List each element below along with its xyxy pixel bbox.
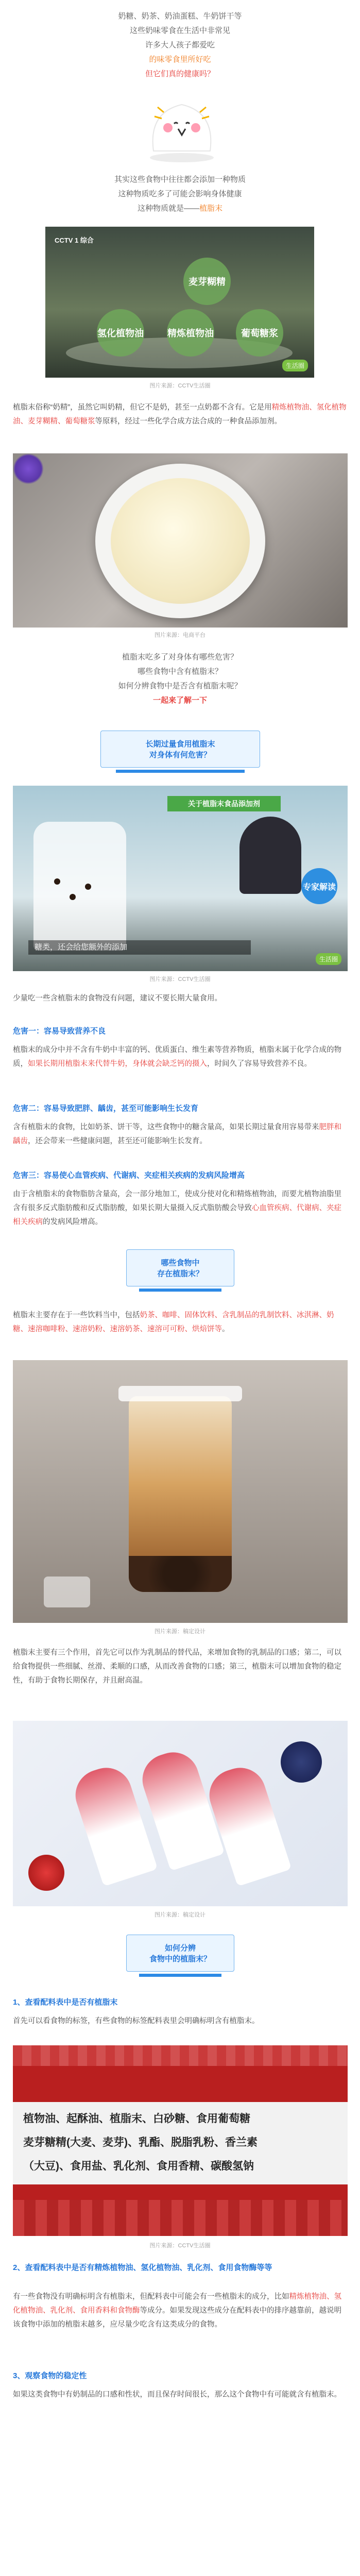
question-line: 植脂末吃多了对身体有哪些危害？ (122, 653, 238, 662)
intro-line: 奶糖、奶茶、奶油蛋糕、牛奶饼干等 (118, 12, 242, 21)
bubble-tea-photo[interactable] (13, 1360, 348, 1623)
bubble-label: 氢化植物油 (97, 309, 144, 357)
paragraph (13, 1309, 348, 1336)
tapioca-pearls (129, 1556, 232, 1592)
bubble-label: 葡萄糖浆 (236, 309, 283, 357)
para-text: ，还会带来一些健康问题，甚至还可能影响生长发育。 (28, 1137, 207, 1145)
label-line: 麦芽糖精(大麦、麦芽)、乳酯、脱脂乳粉、香兰素 (23, 2137, 258, 2148)
bubble-label: 麦芽糊精 (183, 258, 231, 305)
blueberries (281, 1741, 322, 1783)
paragraph: 植脂末主要有三个作用，首先它可以作为乳制品的替代品，来增加食物的乳制品的口感；第二，可以给食物提供一些细腻、丝滑、柔顺的口感，从而改善食物的口感；第三，植脂末可以增加食物的稳定性，有助于食物长期保存，并且耐高温。 (13, 1649, 341, 1685)
section-frame (100, 731, 260, 774)
section-frame (126, 1249, 234, 1293)
blurred-footer (13, 2200, 348, 2236)
paragraph (13, 2290, 348, 2332)
tapioca-pearl (85, 884, 91, 890)
video-subtitle: 糖类，还会给您额外的添加 (28, 940, 251, 955)
mascot-illustration (143, 92, 220, 164)
paragraph (13, 1043, 348, 1071)
blurred-header (13, 2045, 348, 2066)
frame-title: 长期过量食用植脂末 (145, 740, 215, 749)
intro-question: 但它们真的健康吗？ (145, 70, 215, 78)
popsicle-photo[interactable] (13, 1721, 348, 1906)
video-banner: 关于植脂末食品添加剂 (167, 796, 281, 811)
bubble-label: 精炼植物油 (167, 309, 214, 357)
paragraph: 少量吃一些含植脂末的食物没有问题，建议不要长期大量食用。 (13, 994, 222, 1003)
para-text: 。 (222, 1325, 230, 1333)
corner-logo: 生活圈 (316, 953, 341, 965)
video-still-1[interactable] (45, 227, 314, 378)
lead-block (0, 173, 360, 216)
tea-cup (33, 822, 126, 951)
question-line: 哪些食物中含有植脂末？ (137, 667, 222, 676)
para-highlight: 心血管疾病、代谢病、夹症相关疾病 (13, 1204, 341, 1226)
video-still-2[interactable] (13, 786, 348, 971)
question-line: 如何分辨食物中是否含有植脂末呢？ (118, 682, 242, 690)
para-text: 植脂末的成分中并不含有牛奶中丰富的钙、优质蛋白、维生素等营养物质，植脂末属于化学合成的物质， (13, 1046, 341, 1068)
image-caption: 图片来源：稿定设计 (155, 1912, 205, 1918)
paragraph (13, 1121, 348, 1148)
para-highlight: 奶茶、咖啡、固体饮料、含乳制品的乳制饮料、冰淇淋、奶糖、速溶咖啡粉、速溶奶粉、速溶奶茶、速溶可可粉、烘焙饼等 (13, 1311, 334, 1333)
danger-heading: 危害二：容易导致肥胖、龋齿，甚至可能影响生长发育 (13, 1104, 199, 1113)
para-highlight: 精炼植物油、氢化植物油、麦芽糊精、葡萄糖浆 (13, 403, 347, 426)
para-text: 植脂末主要存在于一些饮料当中，包括 (13, 1311, 140, 1319)
tapioca-pearl (54, 878, 60, 885)
frame-title: 哪些食物中 (161, 1259, 200, 1267)
frame-box (126, 1935, 234, 1972)
frame-title: 食物中的植脂末？ (149, 1955, 211, 1963)
tip-heading: 2、查看配料表中是否有精炼植物油、氢化植物油、乳化剂、食用食物酶等等 (13, 2263, 272, 2272)
para-text: 的发病风险增高。 (43, 1218, 102, 1226)
label-line: （大豆)、食用盐、乳化剂、食用香精、碳酸氢钠 (23, 2160, 254, 2172)
danger-heading: 危害三：容易使心血管疾病、代谢病、夹症相关疾病的发病风险增高 (13, 1171, 245, 1180)
channel-logo: CCTV 1 综合 (55, 236, 94, 244)
para-text: 等成分。如果发现这些成分在配料表中的排序越靠前，越说明该食物中添加的植脂末越多，应尽量少吃含有这类成分的食物。 (13, 2307, 341, 2329)
lead-highlight: 植脂末 (199, 204, 223, 213)
intro-line: 这些奶味零食在生活中非常见 (129, 26, 230, 35)
tapioca-pearl (70, 894, 76, 900)
image-caption: 图片来源：电商平台 (155, 632, 205, 638)
para-text: 由于含植脂末的食物脂肪含量高，会一部分地加工，使成分使对化和精炼植物油，而要尤植物油脂里含有很多反式脂肪酸和反式脂肪酸，如果长期大量摄入反式脂肪酸会导致 (13, 1190, 341, 1212)
paragraph (13, 401, 348, 429)
para-highlight: 肥胖和龋齿 (13, 1123, 341, 1145)
label-text (23, 2107, 342, 2178)
frame-bar (116, 770, 245, 773)
expert-portrait (239, 817, 301, 894)
frame-box (100, 731, 260, 768)
paragraph: 如果这类食物中有奶制品的口感和性状，而且保存时间很长，那么这个食物中有可能就含有植脂末。 (13, 2391, 341, 2399)
frame-title: 对身体有何危害？ (149, 751, 211, 759)
tip-heading: 1、查看配料表中是否有植脂末 (13, 1998, 118, 2007)
image-caption: 图片来源：CCTV生活圈 (149, 383, 211, 389)
para-highlight: 如果长期用植脂末来代替牛奶，身体就会缺乏钙的摄入 (28, 1060, 207, 1068)
product-photo[interactable] (13, 453, 348, 628)
lead-line (0, 201, 360, 216)
lead-line: 其实这些食物中往往都会添加一种物质 (114, 175, 246, 184)
paragraph (13, 1188, 348, 1229)
cta-text: 一起来了解一下 (152, 696, 207, 705)
paragraph: 首先可以看食物的标签，有些食物的标签配料表里会明确标明含有植脂末。 (13, 2017, 260, 2025)
frame-bar (139, 1289, 221, 1292)
strawberry (28, 1855, 64, 1891)
para-text: 等原料，经过一些化学合成方法合成的一种食品添加剂。 (95, 417, 282, 426)
popsicle (203, 1761, 292, 1886)
lead-line: 这种物质吃多了可能会影响身体健康 (118, 190, 242, 198)
ingredient-label-photo[interactable] (13, 2045, 348, 2236)
ice-cubes (44, 1577, 90, 1607)
expert-badge: 专家解读 (301, 868, 337, 904)
corner-logo: 生活圈 (282, 360, 308, 371)
flower-decoration (13, 453, 44, 484)
frame-title: 存在植脂末？ (157, 1269, 203, 1278)
frame-box (126, 1249, 234, 1286)
danger-heading: 危害一：容易导致营养不良 (13, 1027, 106, 1036)
question-block (0, 650, 360, 708)
para-text: ，时间久了容易导致营养不良。 (207, 1060, 312, 1068)
para-text: 含有植脂末的食物，比如奶茶、饼干等，这些食物中的糖含量高，如果长期过量食用容易带来 (13, 1123, 319, 1131)
frame-title: 如何分辨 (164, 1944, 196, 1953)
label-line: 植物油、起酥油、植脂末、白砂糖、食用葡萄糖 (23, 2113, 250, 2125)
lead-prefix: 这种物质就是—— (137, 204, 199, 213)
image-caption: 图片来源：CCTV生活圈 (149, 976, 211, 982)
tip-heading: 3、观察食物的稳定性 (13, 2371, 87, 2380)
image-caption: 图片来源：稿定设计 (155, 1629, 205, 1635)
para-text: 有一些食物没有明确标明含有植脂末，但配料表中可能会有一些植脂末的成分，比如 (13, 2293, 289, 2301)
intro-highlight: 的味零食里所好吃 (149, 55, 211, 64)
intro-block (0, 9, 360, 81)
image-caption: 图片来源：CCTV生活圈 (149, 2243, 211, 2249)
para-text: 植脂末俗称“奶精”，虽然它叫奶精，但它不是奶，甚至一点奶都不含有。它是用 (13, 403, 272, 412)
intro-line: 许多大人孩子都爱吃 (145, 41, 215, 49)
powder (111, 478, 250, 604)
para-highlight: 精炼植物油、氢化植物油、乳化剂、食用香料和食物酶 (13, 2293, 341, 2315)
frame-bar (139, 1974, 221, 1977)
ice-cubes (118, 1386, 242, 1401)
section-frame (126, 1935, 234, 1978)
